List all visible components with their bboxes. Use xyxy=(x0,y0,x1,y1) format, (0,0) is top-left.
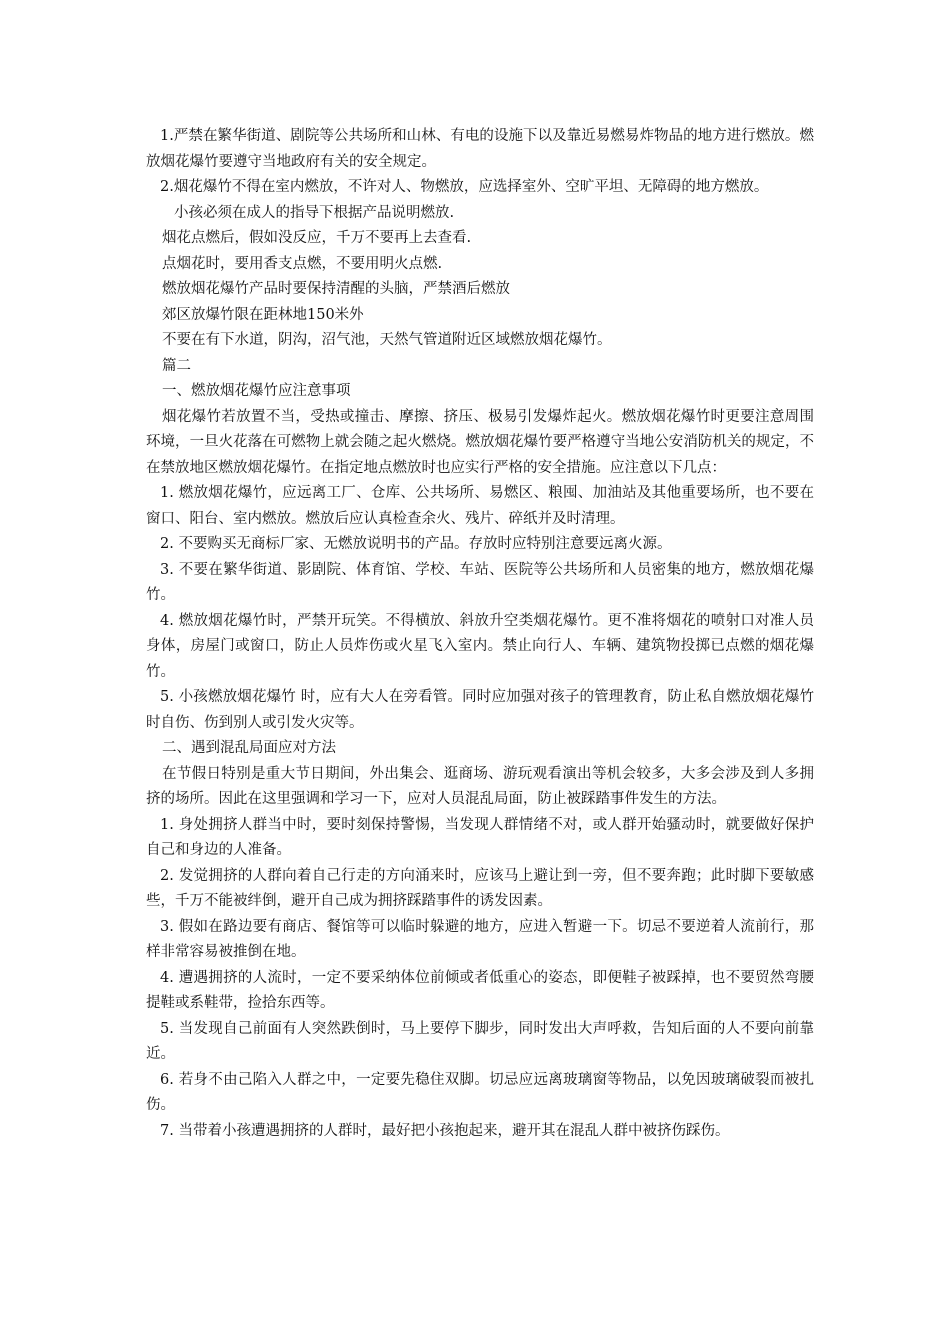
paragraph-rule-2: 2.烟花爆竹不得在室内燃放，不许对人、物燃放，应选择室外、空旷平坦、无障碍的地方燃放。 xyxy=(160,179,769,195)
paragraph-crowd-intro: 在节假日特别是重大节日期间，外出集会、逛商场、游玩观看演出等机会较多，大多会涉及到人多拥挤的场所。因此在这里强调和学习一下，应对人员混乱局面，防止被踩踏事件发生的方法。 xyxy=(146,765,814,807)
list-item-fireworks-2: 2. 不要购买无商标厂家、无燃放说明书的产品。存放时应特别注意要远离火源。 xyxy=(160,536,672,552)
list-item-fireworks-4: 4. 燃放烟花爆竹时，严禁开玩笑。不得横放、斜放升空类烟花爆竹。更不准将烟花的喷射口对准人员身体，房屋门或窗口，防止人员炸伤或火星飞入室内。禁止向行人、车辆、建筑物投掷已点燃的烟花爆竹。 xyxy=(146,612,814,680)
paragraph-no-recheck: 烟花点燃后，假如没反应，千万不要再上去查看. xyxy=(162,230,472,246)
paragraph-children-guidance: 小孩必须在成人的指导下根据产品说明燃放. xyxy=(174,204,455,221)
paragraph-rule-1: 1.严禁在繁华街道、剧院等公共场所和山林、有电的设施下以及靠近易燃易炸物品的地方进行燃放。燃放烟花爆竹要遵守当地政府有关的安全规定。 xyxy=(146,128,814,170)
document-body xyxy=(146,124,814,1144)
section-heading-fireworks-notes: 一、燃放烟花爆竹应注意事项 xyxy=(162,383,351,399)
paragraph-incense-ignite: 点烟花时，要用香支点燃，不要用明火点燃. xyxy=(162,255,443,272)
list-item-crowd-1: 1. 身处拥挤人群当中时，要时刻保持警惕，当发现人群情绪不对，或人群开始骚动时，就要做好保护自己和身边的人准备。 xyxy=(146,816,814,858)
section-heading-part-two: 篇二 xyxy=(162,357,191,374)
list-item-fireworks-1: 1. 燃放烟花爆竹，应远离工厂、仓库、公共场所、易燃区、粮囤、加油站及其他重要场所，也不要在窗口、阳台、室内燃放。燃放后应认真检查余火、残片、碎纸并及时清理。 xyxy=(146,485,814,527)
list-item-fireworks-3: 3. 不要在繁华街道、影剧院、体育馆、学校、车站、医院等公共场所和人员密集的地方，燃放烟花爆竹。 xyxy=(146,561,814,603)
section-heading-crowd: 二、遇到混乱局面应对方法 xyxy=(162,740,336,756)
list-item-crowd-7: 7. 当带着小孩遭遇拥挤的人群时，最好把小孩抱起来，避开其在混乱人群中被挤伤踩伤。 xyxy=(160,1122,730,1139)
list-item-crowd-4: 4. 遭遇拥挤的人流时，一定不要采纳体位前倾或者低重心的姿态，即便鞋子被踩掉，也不要贸然弯腰提鞋或系鞋带，捡拾东西等。 xyxy=(146,969,814,1011)
paragraph-stay-sober: 燃放烟花爆竹产品时要保持清醒的头脑，严禁酒后燃放 xyxy=(162,281,510,297)
paragraph-no-sewers: 不要在有下水道，阴沟，沼气池，天然气管道附近区域燃放烟花爆竹。 xyxy=(162,332,612,348)
list-item-crowd-3: 3. 假如在路边要有商店、餐馆等可以临时躲避的地方，应进入暂避一下。切忌不要逆着人流前行，那样非常容易被推倒在地。 xyxy=(146,918,814,960)
list-item-fireworks-5: 5. 小孩燃放烟花爆竹 时，应有大人在旁看管。同时应加强对孩子的管理教育，防止私自燃放烟花爆竹时自伤、伤到别人或引发火灾等。 xyxy=(146,689,814,731)
paragraph-suburb-distance: 郊区放爆竹限在距林地150米外 xyxy=(162,306,364,323)
list-item-crowd-2: 2. 发觉拥挤的人群向着自己行走的方向涌来时，应该马上避让到一旁，但不要奔跑；此时脚下要敏感些，千万不能被绊倒，避开自己成为拥挤踩踏事件的诱发因素。 xyxy=(146,867,814,909)
paragraph-fireworks-intro: 烟花爆竹若放置不当，受热或撞击、摩擦、挤压、极易引发爆炸起火。燃放烟花爆竹时更要注意周围环境，一旦火花落在可燃物上就会随之起火燃烧。燃放烟花爆竹要严格遵守当地公安消防机关的规定，不在禁放地区燃放烟花爆竹。在指定地点燃放时也应实行严格的安全措施。应注意以下几点： xyxy=(146,408,814,476)
list-item-crowd-6: 6. 若身不由己陷入人群之中，一定要先稳住双脚。切忌应远离玻璃窗等物品，以免因玻璃破裂而被扎伤。 xyxy=(146,1071,814,1113)
list-item-crowd-5: 5. 当发现自己前面有人突然跌倒时，马上要停下脚步，同时发出大声呼救，告知后面的人不要向前靠近。 xyxy=(146,1020,814,1062)
